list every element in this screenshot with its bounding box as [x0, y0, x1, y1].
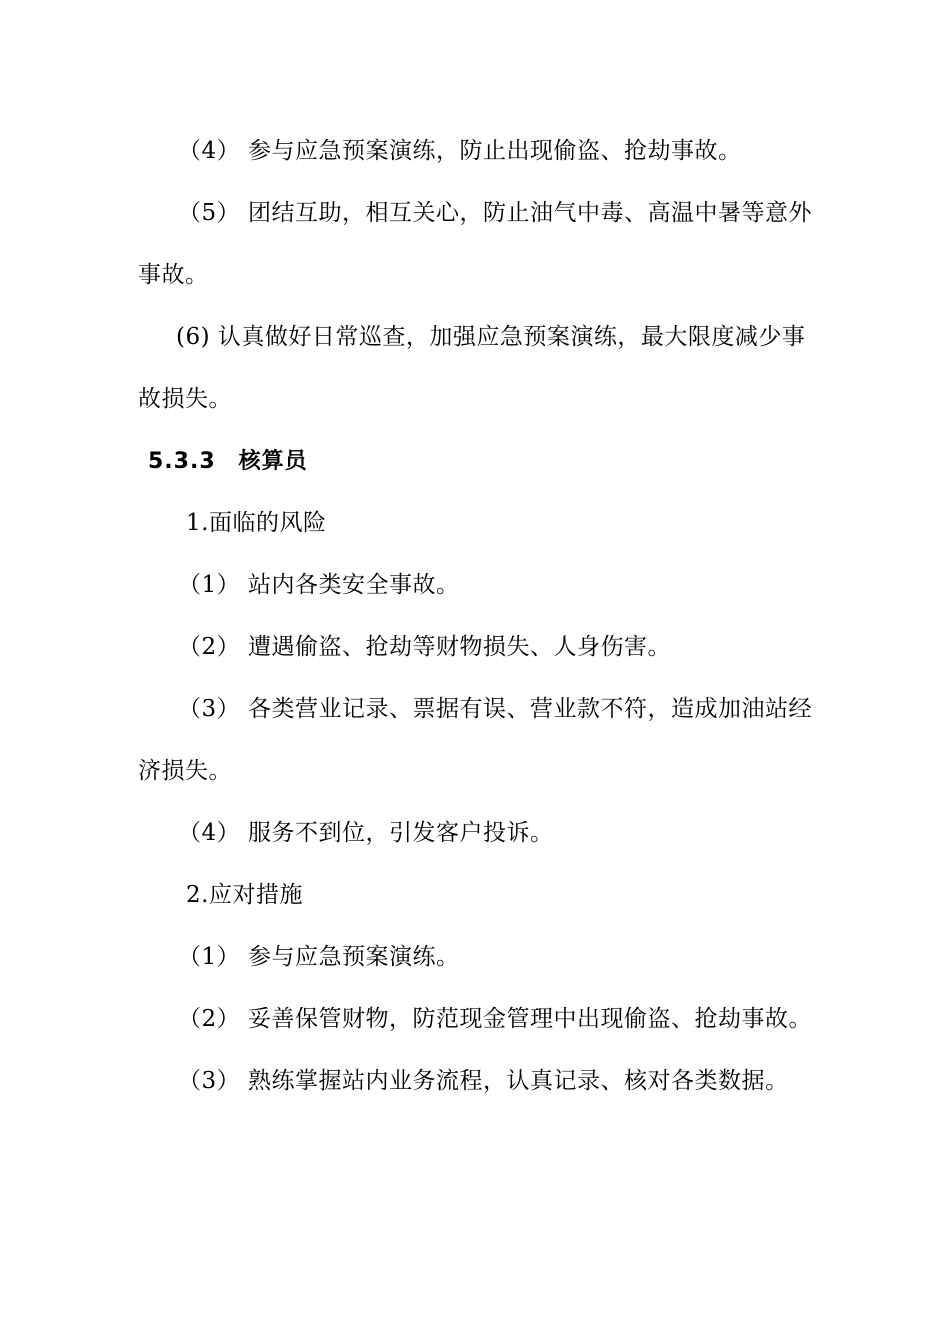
- subsection-title: 1.面临的风险: [186, 510, 327, 536]
- paragraph-line: （3） 熟练掌握站内业务流程，认真记录、核对各类数据。: [178, 1068, 789, 1094]
- paragraph-line: （4） 服务不到位，引发客户投诉。: [178, 820, 554, 846]
- paragraph-line: （3） 各类营业记录、票据有误、营业款不符，造成加油站经: [178, 696, 812, 722]
- paragraph-line: （4） 参与应急预案演练，防止出现偷盗、抢劫事故。: [178, 138, 742, 164]
- paragraph-line: (6) 认真做好日常巡查，加强应急预案演练，最大限度减少事: [176, 324, 806, 350]
- section-heading: 5.3.3 核算员: [148, 449, 308, 474]
- paragraph-line: （2） 妥善保管财物，防范现金管理中出现偷盗、抢劫事故。: [178, 1006, 812, 1032]
- paragraph-line: （2） 遭遇偷盗、抢劫等财物损失、人身伤害。: [178, 634, 671, 660]
- paragraph-line: （1） 站内各类安全事故。: [178, 572, 460, 598]
- paragraph-line: 事故。: [138, 262, 209, 288]
- paragraph-line: 济损失。: [138, 758, 232, 784]
- subsection-title: 2.应对措施: [186, 882, 303, 908]
- paragraph-line: 故损失。: [138, 386, 232, 412]
- paragraph-line: （5） 团结互助，相互关心，防止油气中毒、高温中暑等意外: [178, 200, 812, 226]
- paragraph-line: （1） 参与应急预案演练。: [178, 944, 460, 970]
